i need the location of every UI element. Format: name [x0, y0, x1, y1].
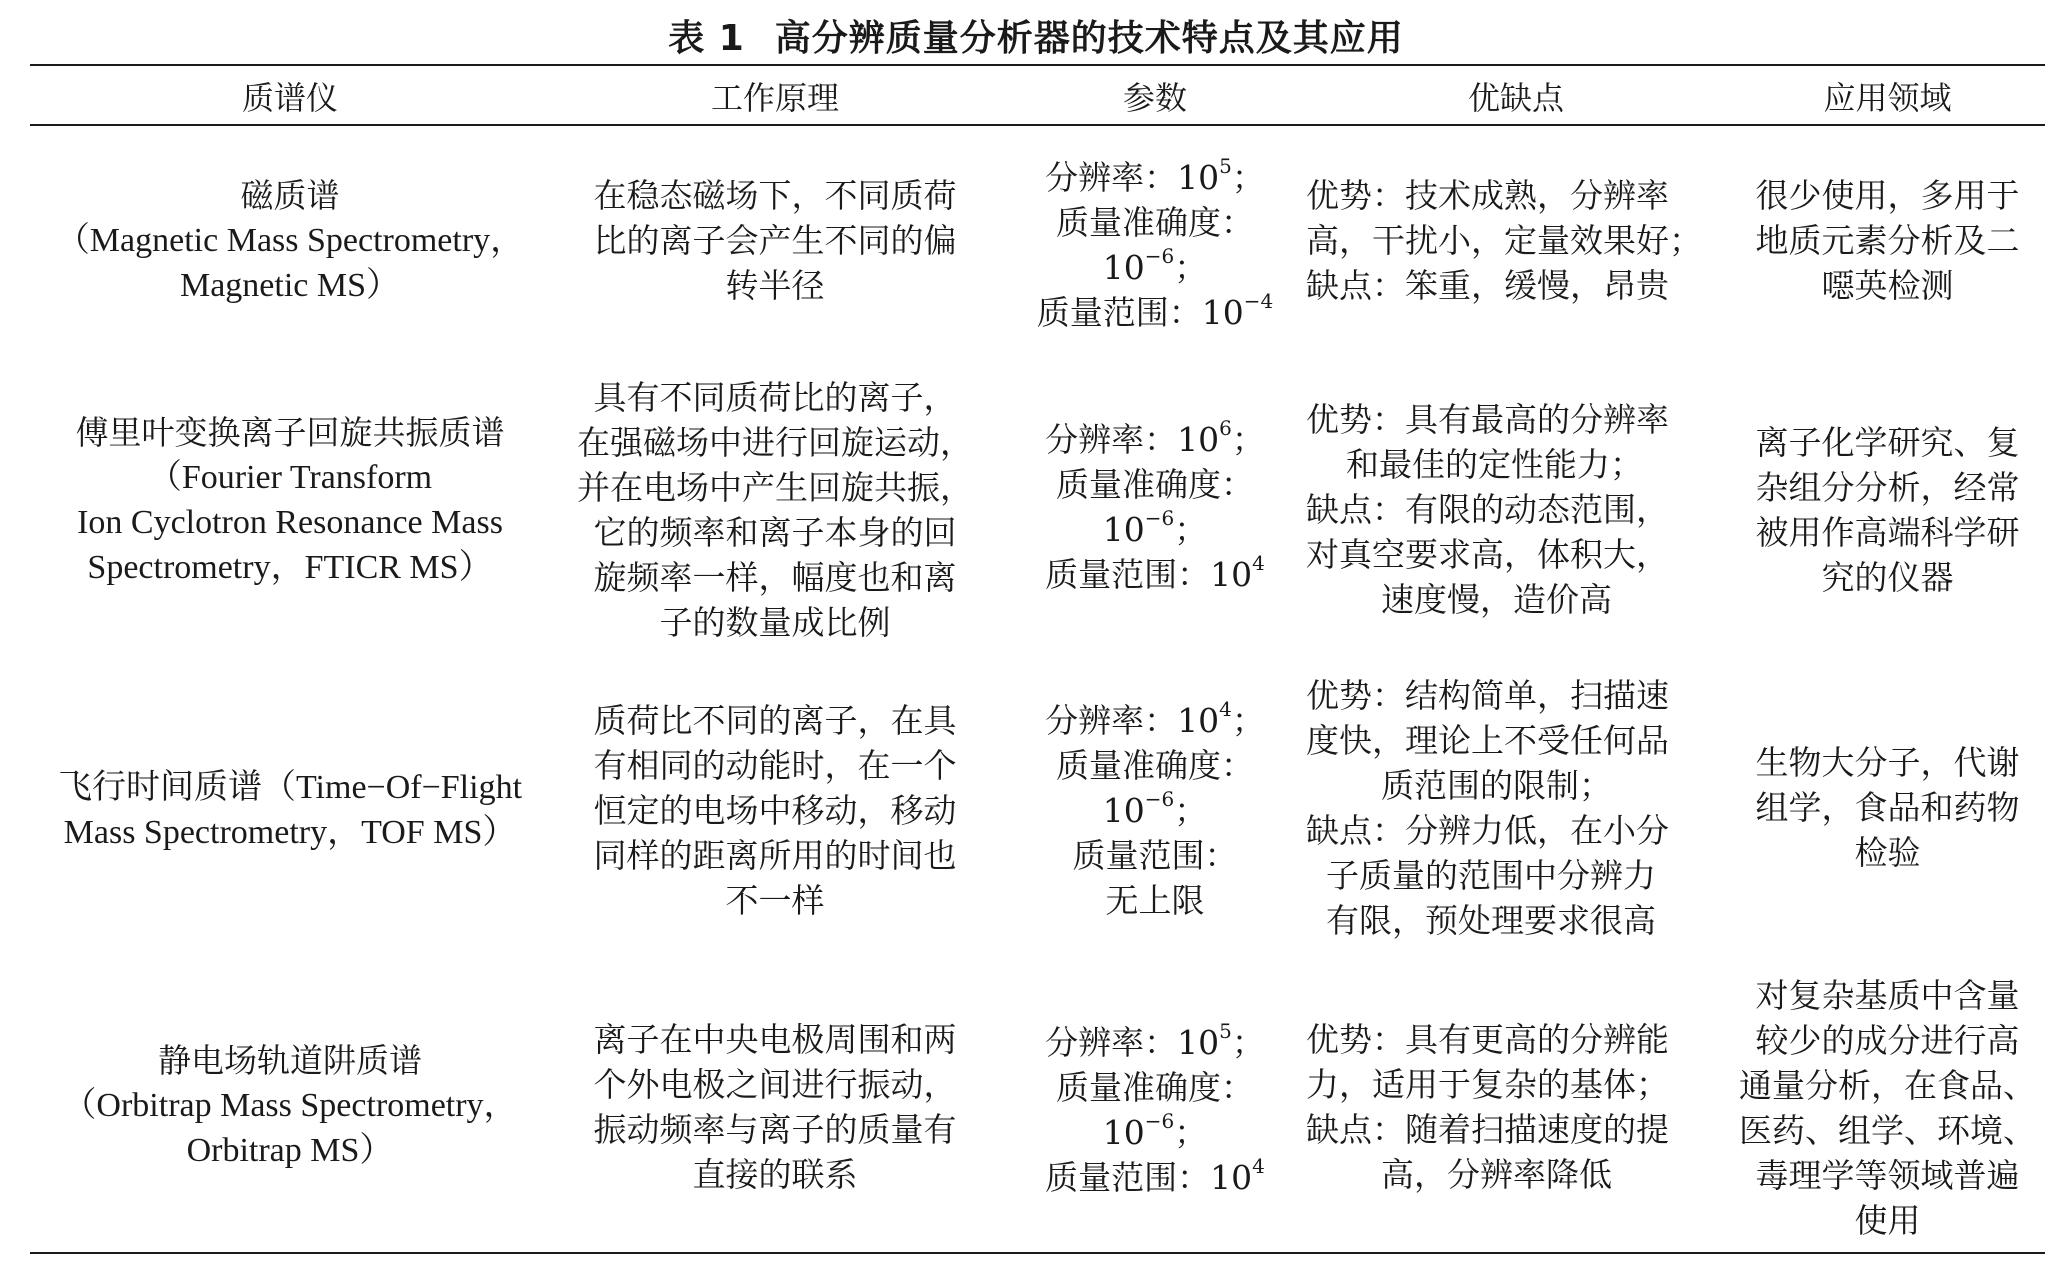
instrument-line: Orbitrap MS） [186, 1131, 394, 1169]
pros-cons-cell [1306, 1012, 1726, 1202]
instrument-cell [30, 160, 550, 320]
instrument-line: （Fourier Transform [147, 459, 433, 496]
range-label: 质量范围： [1072, 835, 1238, 875]
accuracy-value: $10^{-6}$； [1102, 786, 1208, 830]
principle-line: 并在电场中产生回旋共振， [577, 468, 973, 507]
bottom-rule [30, 1252, 2045, 1254]
instrument-line: 傅里叶变换离子回旋共振质谱 [75, 413, 505, 452]
accuracy-label: 质量准确度： [1056, 465, 1254, 504]
pros-cons-line: 高，干扰小，定量效果好； [1306, 220, 1702, 260]
application-line: 生物大分子，代谢 [1755, 743, 2020, 782]
principle-line: 质荷比不同的离子，在具 [593, 700, 957, 740]
accuracy-label: 质量准确度： [1056, 203, 1254, 242]
principle-line: 在稳态磁场下，不同质荷 [593, 175, 957, 215]
instrument-cell [30, 395, 550, 605]
application-line: 使用 [1854, 1201, 1921, 1240]
accuracy-value: $10^{-6}$； [1102, 506, 1208, 549]
pros-cons-cell [1306, 392, 1726, 627]
pros-cons-line: 速度慢，造价高 [1381, 580, 1612, 619]
principle-line: 离子在中央电极周围和两 [593, 1020, 957, 1059]
range-value: 无上限 [1105, 880, 1205, 920]
column-header-params: 参数 [1122, 79, 1187, 117]
pros-cons-line: 力，适用于复杂的基体； [1306, 1065, 1669, 1104]
application-line: 地质元素分析及二 [1755, 220, 2020, 260]
principle-cell [560, 1012, 990, 1202]
principle-line: 个外电极之间进行振动， [593, 1065, 957, 1104]
pros-cons-line: 缺点：分辨力低，在小分 [1306, 810, 1669, 850]
range-value: 质量范围：$10^{-4}$ [1036, 289, 1274, 332]
resolution-value: 分辨率：$10^4$； [1045, 696, 1265, 740]
application-cell [1730, 160, 2045, 320]
pros-cons-line: 缺点：有限的动态范围， [1306, 490, 1669, 529]
application-line: 对复杂基质中含量 [1755, 976, 2020, 1015]
params-cell [1010, 1012, 1300, 1207]
principle-line: 同样的距离所用的时间也 [593, 835, 957, 875]
principle-line: 直接的联系 [692, 1155, 858, 1194]
accuracy-label: 质量准确度： [1056, 745, 1254, 785]
header-rule [30, 124, 2045, 126]
params-cell [1010, 150, 1300, 340]
column-header-principle: 工作原理 [710, 79, 839, 117]
principle-cell [560, 160, 990, 320]
column-header-instrument: 质谱仪 [241, 79, 338, 117]
resolution-value: 分辨率：$10^5$； [1045, 154, 1265, 197]
principle-line: 旋频率一样，幅度也和离 [593, 558, 957, 597]
params-cell [1010, 412, 1300, 602]
pros-cons-line: 对真空要求高，体积大， [1306, 535, 1669, 574]
application-line: 检验 [1854, 833, 1921, 872]
instrument-line: （Magnetic Mass Spectrometry， [55, 221, 525, 259]
instrument-line: Magnetic MS） [179, 266, 401, 304]
instrument-line: Mass Spectrometry，TOF MS） [63, 814, 517, 851]
pros-cons-cell [1306, 665, 1726, 950]
pros-cons-line: 优势：技术成熟，分辨率 [1306, 175, 1669, 215]
application-line: 较少的成分进行高 [1755, 1021, 2020, 1060]
application-line: 究的仪器 [1821, 558, 1954, 597]
application-line: 通量分析，在食品、 [1739, 1066, 2036, 1105]
pros-cons-line: 缺点：笨重，缓慢，昂贵 [1306, 265, 1669, 305]
pros-cons-line: 优势：具有更高的分辨能 [1306, 1020, 1669, 1059]
application-line: 医药、组学、环境、 [1739, 1111, 2036, 1150]
principle-line: 具有不同质荷比的离子， [593, 378, 957, 417]
principle-line: 有相同的动能时，在一个 [593, 745, 957, 785]
resolution-value: 分辨率：$10^6$； [1045, 416, 1265, 459]
principle-line: 在强磁场中进行回旋运动， [577, 423, 973, 462]
instrument-line: Spectrometry，FTICR MS） [87, 549, 493, 586]
principle-line: 比的离子会产生不同的偏 [593, 220, 957, 260]
application-line: 组学，食品和药物 [1755, 788, 2020, 827]
instrument-cell [30, 1030, 550, 1180]
caption-title: 高分辨质量分析器的技术特点及其应用 [774, 18, 1404, 59]
principle-line: 转半径 [725, 265, 825, 305]
principle-cell [560, 690, 990, 930]
pros-cons-line: 高，分辨率降低 [1381, 1155, 1612, 1194]
pros-cons-line: 优势：具有最高的分辨率 [1306, 400, 1669, 439]
application-line: 被用作高端科学研 [1755, 513, 2020, 552]
resolution-value: 分辨率：$10^5$； [1045, 1018, 1265, 1062]
pros-cons-line: 质范围的限制； [1381, 765, 1612, 805]
column-header-application: 应用领域 [1823, 79, 1952, 117]
params-cell [1010, 690, 1300, 930]
instrument-line: 静电场轨道阱质谱 [158, 1040, 422, 1080]
application-cell [1730, 735, 2045, 880]
principle-line: 恒定的电场中移动，移动 [593, 790, 957, 830]
instrument-cell [30, 760, 550, 860]
instrument-line: 飞行时间质谱（Time−Of−Flight [57, 769, 523, 806]
pros-cons-line: 缺点：随着扫描速度的提 [1306, 1110, 1669, 1149]
caption-number: 表 1 [668, 18, 745, 59]
range-value: 质量范围：$10^4$ [1045, 1153, 1265, 1197]
application-line: 很少使用，多用于 [1755, 175, 2020, 215]
range-value: 质量范围：$10^4$ [1045, 551, 1265, 594]
principle-line: 不一样 [725, 880, 825, 920]
accuracy-label: 质量准确度： [1056, 1067, 1254, 1107]
principle-cell [560, 370, 990, 650]
pros-cons-line: 子质量的范围中分辨力 [1326, 855, 1656, 895]
pros-cons-line: 度快，理论上不受任何品 [1306, 720, 1669, 760]
accuracy-value: $10^{-6}$； [1102, 1108, 1208, 1152]
pros-cons-cell [1306, 160, 1726, 320]
instrument-line: 磁质谱 [240, 175, 340, 215]
instrument-line: Ion Cyclotron Resonance Mass [77, 504, 503, 541]
application-cell [1730, 415, 2045, 605]
column-header-pros-cons: 优缺点 [1467, 79, 1564, 117]
application-line: 噁英检测 [1821, 265, 1954, 305]
pros-cons-line: 优势：结构简单，扫描速 [1306, 675, 1669, 715]
table-caption [0, 10, 2072, 61]
principle-line: 子的数量成比例 [659, 603, 891, 642]
application-line: 杂组分分析，经常 [1755, 468, 2020, 507]
pros-cons-line: 和最佳的定性能力； [1346, 445, 1643, 484]
instrument-line: （Orbitrap Mass Spectrometry， [62, 1086, 518, 1124]
top-rule [30, 64, 2045, 66]
accuracy-value: $10^{-6}$； [1102, 244, 1208, 287]
pros-cons-line: 有限，预处理要求很高 [1326, 900, 1656, 940]
application-cell [1730, 968, 2045, 1248]
application-line: 离子化学研究、复 [1755, 423, 2020, 462]
principle-line: 它的频率和离子本身的回 [593, 513, 957, 552]
application-line: 毒理学等领域普遍 [1755, 1156, 2020, 1195]
principle-line: 振动频率与离子的质量有 [593, 1110, 957, 1149]
